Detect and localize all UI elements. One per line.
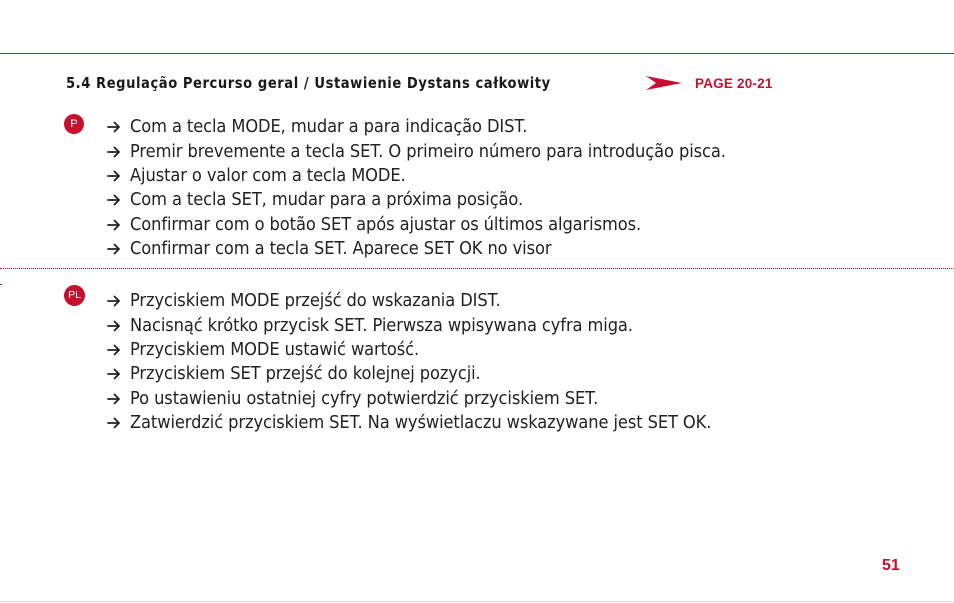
step-item [107, 164, 771, 188]
step-text: Confirmar com a tecla SET. Aparece SET OK no visor [130, 239, 552, 260]
arrow-right-icon [107, 320, 121, 332]
step-text: Com a tecla MODE, mudar a para indicação DIST. [130, 117, 528, 138]
step-item [107, 139, 771, 163]
arrow-right-icon [107, 344, 121, 356]
arrow-right-icon [107, 146, 121, 158]
step-item [107, 313, 755, 337]
step-text: Zatwierdzić przyciskiem SET. Na wyświetlaczu wskazywane jest SET OK. [130, 413, 712, 434]
arrow-right-icon [107, 194, 121, 206]
arrow-right-icon [107, 219, 121, 231]
page-reference-arrow-icon [646, 74, 682, 92]
page-number: 51 [882, 557, 900, 574]
arrow-right-icon [107, 393, 121, 405]
top-rule [0, 53, 954, 54]
step-item [107, 387, 755, 411]
arrow-right-icon [107, 368, 121, 380]
arrow-right-icon [107, 243, 121, 255]
step-item [107, 362, 755, 386]
step-text: Confirmar com o botão SET após ajustar os últimos algarismos. [130, 214, 642, 235]
step-item [107, 289, 755, 313]
language-badge-portuguese: P [64, 114, 84, 134]
dotted-separator [0, 268, 954, 269]
step-text: Nacisnąć krótko przycisk SET. Pierwsza wpisywana cyfra miga. [130, 315, 633, 336]
step-text: Przyciskiem MODE przejść do wskazania DIST. [130, 291, 501, 312]
step-item [107, 237, 771, 261]
step-text: Premir brevemente a tecla SET. O primeiro número para introdução pisca. [130, 141, 726, 162]
arrow-right-icon [107, 417, 121, 429]
step-item [107, 338, 755, 362]
step-item [107, 188, 771, 212]
step-item [107, 115, 771, 139]
language-badge-polish: PL [64, 285, 85, 306]
polish-steps-list [107, 289, 755, 435]
step-text: Com a tecla SET, mudar para a próxima posição. [130, 190, 524, 211]
step-text: Przyciskiem SET przejść do kolejnej pozycji. [130, 364, 481, 385]
portuguese-steps-list [107, 115, 771, 261]
step-text: Ajustar o valor com a tecla MODE. [130, 165, 406, 186]
page-reference-link[interactable]: PAGE 20-21 [695, 76, 773, 91]
bottom-rule [0, 601, 954, 602]
section-heading [66, 74, 582, 92]
arrow-right-icon [107, 295, 121, 307]
arrow-right-icon [107, 170, 121, 182]
margin-mark [0, 284, 2, 285]
step-text: Po ustawieniu ostatniej cyfry potwierdzić przyciskiem SET. [130, 388, 599, 409]
step-item [107, 213, 771, 237]
arrow-right-icon [107, 121, 121, 133]
step-item [107, 411, 755, 435]
section-title: 5.4 Regulação Percurso geral / Ustawienie Dystans całkowity [66, 74, 551, 92]
step-text: Przyciskiem MODE ustawić wartość. [130, 339, 420, 360]
